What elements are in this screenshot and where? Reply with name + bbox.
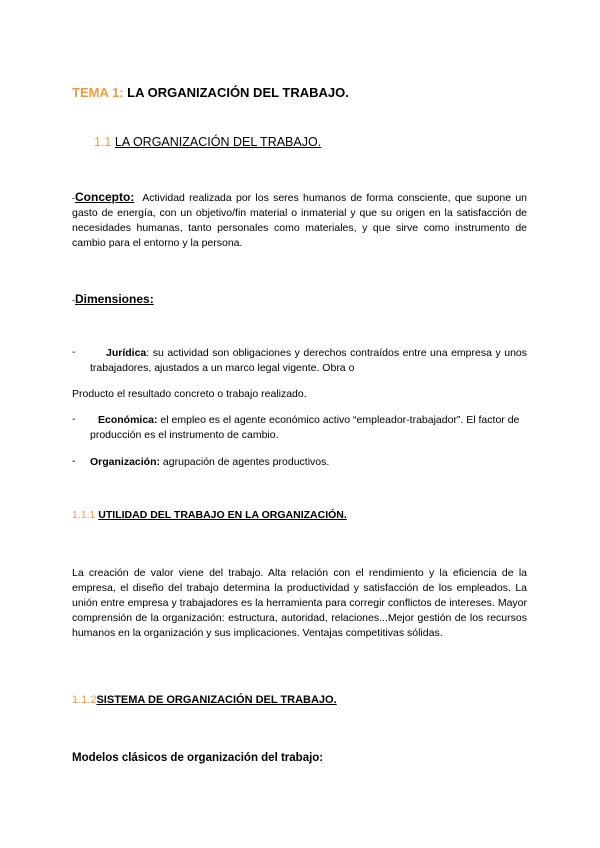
organizacion-text: agrupación de agentes productivos. [160,456,330,468]
economica-text: el empleo es el agente económico activo “empleador-trabajador”. El factor de producción es el instrumento de cambio. [90,414,520,441]
organizacion-item [90,455,527,470]
dimensiones-prefix: - [72,295,75,305]
concepto-label: Concepto: [75,190,135,204]
section-1-1-heading [94,135,321,149]
juridica-text: : su actividad son obligaciones y derechos contraídos entre una empresa y unos trabajadores, ajustados a un marco legal vigente. Obra o [90,347,527,374]
juridica-item [90,346,527,376]
section-1-1-2-heading [72,694,337,706]
section-1-1-1-title: UTILIDAD DEL TRABAJO EN LA ORGANIZACIÓN. [98,509,347,521]
section-1-1-1-number: 1.1.1 [72,509,96,521]
economica-label: Económica: [98,414,158,426]
concepto-prefix: - [72,193,75,203]
organizacion-dash: - [72,455,76,467]
modelos-heading: Modelos clásicos de organización del trabajo: [72,752,324,764]
section-1-1-2-number: 1.1.2 [72,694,97,706]
producto-line: Producto el resultado concreto o trabajo realizado. [72,388,307,400]
juridica-dash: - [72,346,76,358]
section-1-1-2-title: SISTEMA DE ORGANIZACIÓN DEL TRABAJO. [96,694,337,706]
juridica-label: Jurídica [106,347,147,359]
concepto-paragraph [72,190,527,251]
main-heading [72,85,349,100]
section-1-1-number: 1.1 [94,135,112,149]
organizacion-label: Organización: [90,456,161,468]
economica-dash: - [72,413,76,425]
dimensiones-heading [72,290,154,308]
utilidad-paragraph: La creación de valor viene del trabajo. Alta relación con el rendimiento y la eficiencia de la empresa, el diseño del trabajo determina la productividad y satisfacción de los empleados. La unión entre empresa y trabajadores es la herramienta para corregir conflictos de intereses. Mayor comprensión de la organización: estructura, autoridad, relaciones...Mejor gestión de los recursos humanos en la organización y sus implicaciones. Ventajas competitivas sólidas. [72,567,527,639]
main-heading-number: TEMA 1: [72,85,124,100]
concepto-text: Actividad realizada por los seres humanos de forma consciente, que supone un gasto de energía, con un objetivo/fin material o inmaterial y que su origen en la satisfacción de necesidades humanas, tanto personales como materiales, y que sirve como instrumento de cambio para el entorno y la persona. [72,192,527,249]
dimensiones-label: Dimensiones: [75,292,154,306]
section-1-1-1-heading [72,509,347,521]
economica-item [90,413,527,443]
main-heading-title: LA ORGANIZACIÓN DEL TRABAJO. [127,85,349,100]
section-1-1-title: LA ORGANIZACIÓN DEL TRABAJO. [114,135,322,149]
